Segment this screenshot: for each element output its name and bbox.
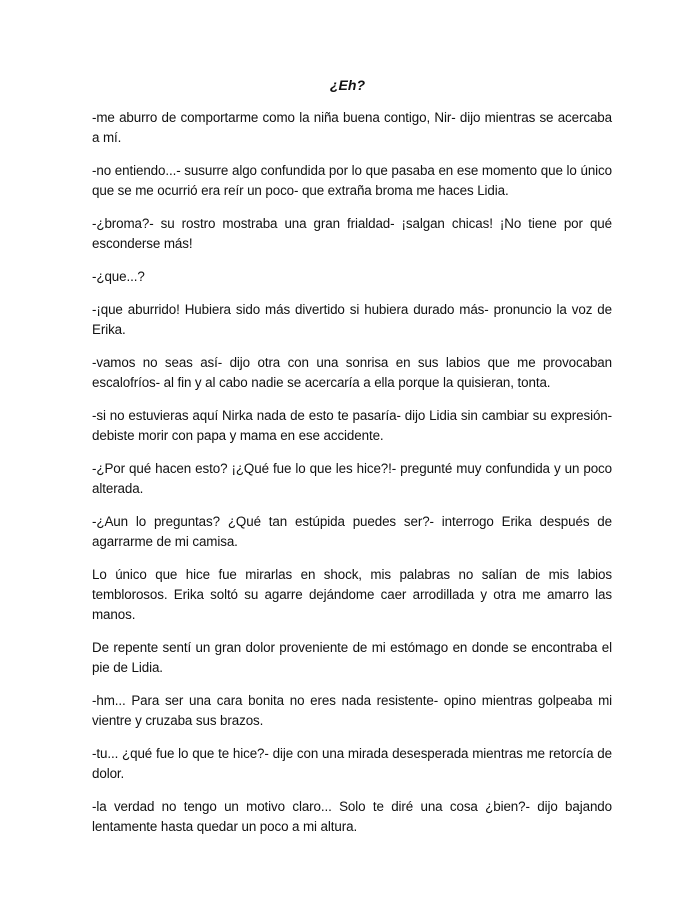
paragraph: -si no estuvieras aquí Nirka nada de esto te pasaría- dijo Lidia sin cambiar su expresión- debiste morir con papa y mama en ese accidente. <box>92 408 612 443</box>
paragraph: -¿Por qué hacen esto? ¡¿Qué fue lo que les hice?!- pregunté muy confundida y un poco alterada. <box>92 461 612 496</box>
paragraph: De repente sentí un gran dolor proveniente de mi estómago en donde se encontraba el pie de Lidia. <box>92 640 612 675</box>
paragraph: -¡que aburrido! Hubiera sido más divertido si hubiera durado más- pronuncio la voz de Erika. <box>92 302 612 337</box>
paragraph: -¿broma?- su rostro mostraba una gran frialdad- ¡salgan chicas! ¡No tiene por qué esconderse más! <box>92 216 612 251</box>
paragraph: Lo único que hice fue mirarlas en shock, mis palabras no salían de mis labios temblorosos. Erika soltó su agarre dejándome caer arrodillada y otra me amarro las manos. <box>92 567 612 622</box>
page-title: ¿Eh? <box>330 77 365 93</box>
paragraph: -la verdad no tengo un motivo claro... Solo te diré una cosa ¿bien?- dijo bajando lentamente hasta quedar un poco a mi altura. <box>92 799 612 834</box>
paragraph: -no entiendo...- susurre algo confundida por lo que pasaba en ese momento que lo único que se me ocurrió era reír un poco- que extraña broma me haces Lidia. <box>92 163 612 198</box>
paragraph: -me aburro de comportarme como la niña buena contigo, Nir- dijo mientras se acercaba a mí. <box>92 110 612 145</box>
paragraph: -hm... Para ser una cara bonita no eres nada resistente- opino mientras golpeaba mi vientre y cruzaba sus brazos. <box>92 693 612 728</box>
paragraph: -¿que...? <box>92 269 145 284</box>
paragraph: -tu... ¿qué fue lo que te hice?- dije con una mirada desesperada mientras me retorcía de dolor. <box>92 746 612 781</box>
document-body <box>92 108 612 850</box>
paragraph: -¿Aun lo preguntas? ¿Qué tan estúpida puedes ser?- interrogo Erika después de agarrarme de mi camisa. <box>92 514 612 549</box>
paragraph: -vamos no seas así- dijo otra con una sonrisa en sus labios que me provocaban escalofríos- al fin y al cabo nadie se acercaría a ella porque la quisieran, tonta. <box>92 355 612 390</box>
